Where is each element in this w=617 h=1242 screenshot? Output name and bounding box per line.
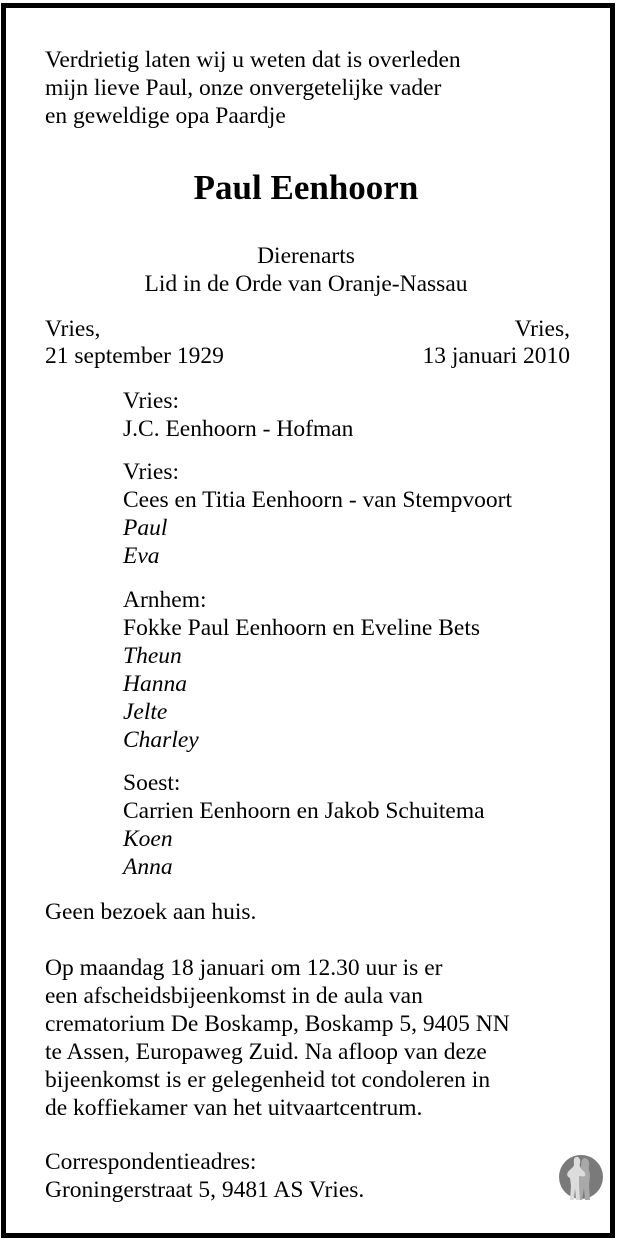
grandchild-name: Anna bbox=[123, 854, 173, 880]
grandchild-name: Paul bbox=[123, 515, 168, 541]
grandchild-name: Theun bbox=[123, 643, 182, 669]
family-place: Arnhem: bbox=[123, 587, 207, 613]
intro-line: mijn lieve Paul, onze onvergetelijke vader bbox=[45, 75, 442, 101]
family-place: Vries: bbox=[123, 388, 180, 414]
family-names: Fokke Paul Eenhoorn en Eveline Bets bbox=[123, 615, 480, 641]
family-names: Cees en Titia Eenhoorn - van Stempvoort bbox=[123, 487, 513, 513]
grandchild-name: Koen bbox=[123, 826, 173, 852]
family-place: Soest: bbox=[123, 770, 181, 796]
ceremony-line: Op maandag 18 januari om 12.30 uur is er bbox=[45, 955, 443, 981]
honor: Lid in de Orde van Oranje-Nassau bbox=[144, 271, 468, 297]
ceremony-line: crematorium De Boskamp, Boskamp 5, 9405 NN bbox=[45, 1011, 510, 1037]
ceremony-line: bijeenkomst is er gelegenheid tot condoleren in bbox=[45, 1067, 491, 1093]
grandchild-name: Jelte bbox=[123, 699, 168, 725]
family-names: Carrien Eenhoorn en Jakob Schuitema bbox=[123, 798, 485, 824]
no-visit-note: Geen bezoek aan huis. bbox=[45, 899, 257, 925]
grandchild-name: Charley bbox=[123, 727, 199, 753]
profession: Dierenarts bbox=[257, 243, 355, 269]
ceremony-line: te Assen, Europaweg Zuid. Na afloop van deze bbox=[45, 1039, 487, 1065]
grandchild-name: Eva bbox=[123, 543, 160, 569]
deceased-name: Paul Eenhoorn bbox=[193, 168, 419, 207]
intro-line: en geweldige opa Paardje bbox=[45, 103, 286, 129]
ceremony-line: de koffiekamer van het uitvaartcentrum. bbox=[45, 1095, 423, 1121]
birth-place: Vries, bbox=[45, 316, 101, 342]
correspondence-address: Groningerstraat 5, 9481 AS Vries. bbox=[45, 1177, 365, 1203]
family-names: J.C. Eenhoorn - Hofman bbox=[123, 416, 354, 442]
family-place: Vries: bbox=[123, 459, 180, 485]
grandchild-name: Hanna bbox=[123, 671, 187, 697]
death-date: 13 januari 2010 bbox=[422, 343, 570, 369]
embracing-figures-icon bbox=[557, 1152, 605, 1200]
correspondence-label: Correspondentieadres: bbox=[45, 1149, 257, 1175]
death-place: Vries, bbox=[514, 316, 570, 342]
ceremony-line: een afscheidsbijeenkomst in de aula van bbox=[45, 983, 423, 1009]
intro-line: Verdrietig laten wij u weten dat is overleden bbox=[45, 47, 461, 73]
birth-date: 21 september 1929 bbox=[45, 343, 224, 369]
